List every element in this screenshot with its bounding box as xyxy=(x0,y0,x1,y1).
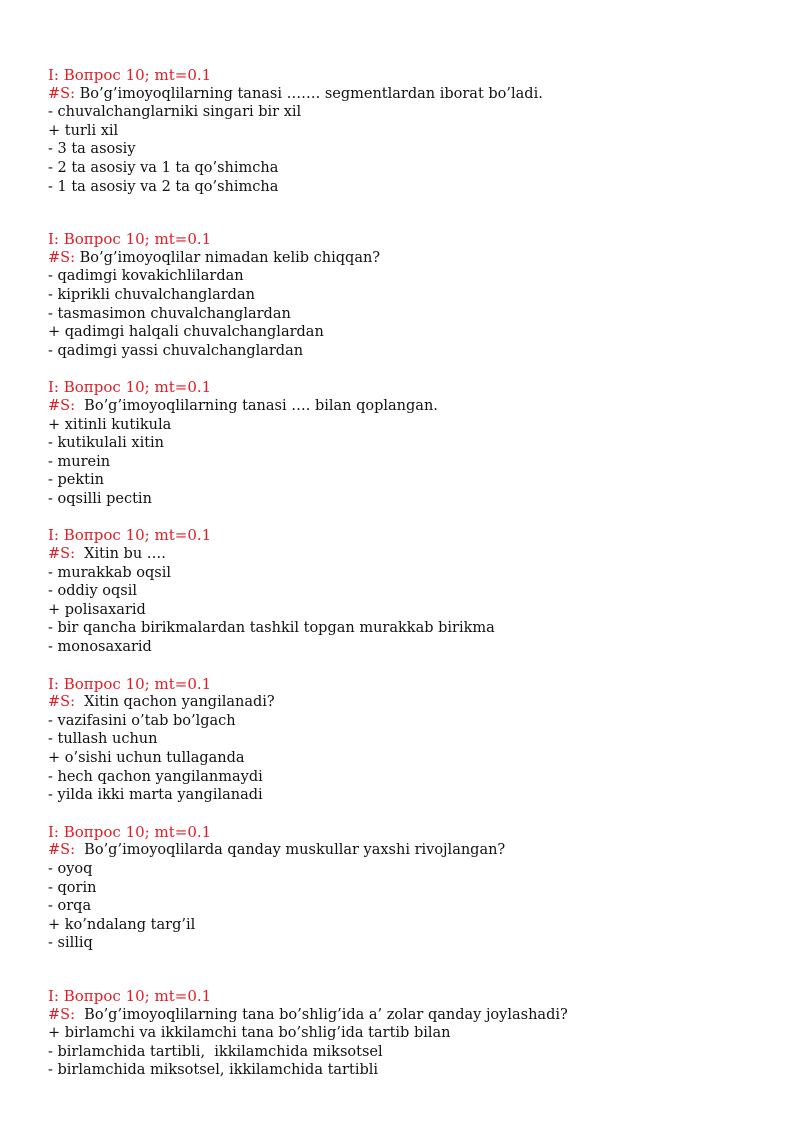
question-header: I: Вопрос 10; mt=0.1 xyxy=(48,526,212,545)
question-tag: #S: xyxy=(48,397,75,414)
question-block-6 xyxy=(48,823,768,953)
question-tag: #S: xyxy=(48,249,75,266)
answer-option: - silliq xyxy=(48,935,93,952)
answer-option: - bir qancha birikmalardan tashkil topgan murakkab birikma xyxy=(48,620,495,637)
answer-option: - vazifasini o’tab bo’lgach xyxy=(48,712,236,729)
question-block-3 xyxy=(48,378,768,508)
question-stem xyxy=(48,545,768,564)
answer-option: - 1 ta asosiy va 2 ta qo’shimcha xyxy=(48,178,279,195)
question-stem xyxy=(48,85,768,104)
question-text: Xitin bu …. xyxy=(74,546,166,563)
document-page xyxy=(48,66,768,1080)
question-header: I: Вопрос 10; mt=0.1 xyxy=(48,66,212,84)
answer-option: - chuvalchanglarniki singari bir xil xyxy=(48,104,302,121)
answer-option: - qadimgi kovakichlilardan xyxy=(48,268,244,285)
question-stem xyxy=(48,249,768,268)
question-header: I: Вопрос 10; mt=0.1 xyxy=(48,674,212,693)
question-tag: #S: xyxy=(48,546,75,563)
answer-option: - murein xyxy=(48,453,111,470)
answer-option: - qorin xyxy=(48,879,97,896)
question-block-4 xyxy=(48,526,768,656)
question-header: I: Вопрос 10; mt=0.1 xyxy=(48,378,212,397)
question-text: Bo’g’imoyoqlilarning tanasi ……. segmentlardan iborat bo’ladi. xyxy=(74,85,543,102)
answer-option: - oqsilli pectin xyxy=(48,490,152,507)
answer-option: - murakkab oqsil xyxy=(48,564,172,581)
answer-option: - oddiy oqsil xyxy=(48,583,137,600)
answer-option: - kutikulali xitin xyxy=(48,435,165,452)
answer-option: + turli xil xyxy=(48,122,119,139)
answer-option: - pektin xyxy=(48,472,104,489)
question-text: Bo’g’imoyoqlilarning tanasi …. bilan qoplangan. xyxy=(74,397,438,414)
answer-option: + o’sishi uchun tullaganda xyxy=(48,750,245,766)
answer-option: - 2 ta asosiy va 1 ta qo’shimcha xyxy=(48,159,279,176)
answer-option: + xitinli kutikula xyxy=(48,416,172,433)
answer-option: - kiprikli chuvalchanglardan xyxy=(48,286,255,303)
question-header: I: Вопрос 10; mt=0.1 xyxy=(48,822,212,841)
answer-option: - birlamchida miksotsel, ikkilamchida tartibli xyxy=(48,1062,379,1079)
answer-option: + polisaxarid xyxy=(48,601,146,618)
question-text: Bo’g’imoyoqlilarda qanday muskullar yaxshi rivojlangan? xyxy=(74,842,506,859)
question-header: I: Вопрос 10; mt=0.1 xyxy=(48,986,212,1005)
answer-option: - oyoq xyxy=(48,860,93,877)
question-text: Bo’g’imoyoqlilarning tana bo’shlig’ida a’ zolar qanday joylashadi? xyxy=(74,1006,568,1023)
question-stem xyxy=(48,841,768,860)
question-block-7 xyxy=(48,987,768,1080)
question-stem xyxy=(48,1006,768,1025)
question-text: Bo’g’imoyoqlilar nimadan kelib chiqqan? xyxy=(74,249,381,266)
answer-option: - 3 ta asosiy xyxy=(48,141,136,158)
question-tag: #S: xyxy=(48,694,75,711)
question-tag: #S: xyxy=(48,85,75,102)
answer-option: - monosaxarid xyxy=(48,639,152,656)
question-tag: #S: xyxy=(48,842,75,859)
question-tag: #S: xyxy=(48,1006,75,1023)
answer-option: - tasmasimon chuvalchanglardan xyxy=(48,305,291,322)
answer-option: - yilda ikki marta yangilanadi xyxy=(48,787,263,804)
question-stem xyxy=(48,397,768,416)
question-block-1 xyxy=(48,66,768,196)
question-stem xyxy=(48,693,768,712)
question-header: I: Вопрос 10; mt=0.1 xyxy=(48,230,212,249)
answer-option: + qadimgi halqali chuvalchanglardan xyxy=(48,324,324,341)
answer-option: + birlamchi va ikkilamchi tana bo’shlig’ida tartib bilan xyxy=(48,1025,451,1042)
answer-option: - tullash uchun xyxy=(48,731,158,748)
question-block-2 xyxy=(48,230,768,360)
answer-option: - orqa xyxy=(48,898,92,915)
answer-option: - qadimgi yassi chuvalchanglardan xyxy=(48,342,304,359)
answer-option: + ko’ndalang targ’il xyxy=(48,916,196,933)
question-block-5 xyxy=(48,675,768,805)
answer-option: - hech qachon yangilanmaydi xyxy=(48,768,263,785)
question-text: Xitin qachon yangilanadi? xyxy=(74,694,275,711)
answer-option: - birlamchida tartibli, ikkilamchida miksotsel xyxy=(48,1043,383,1060)
